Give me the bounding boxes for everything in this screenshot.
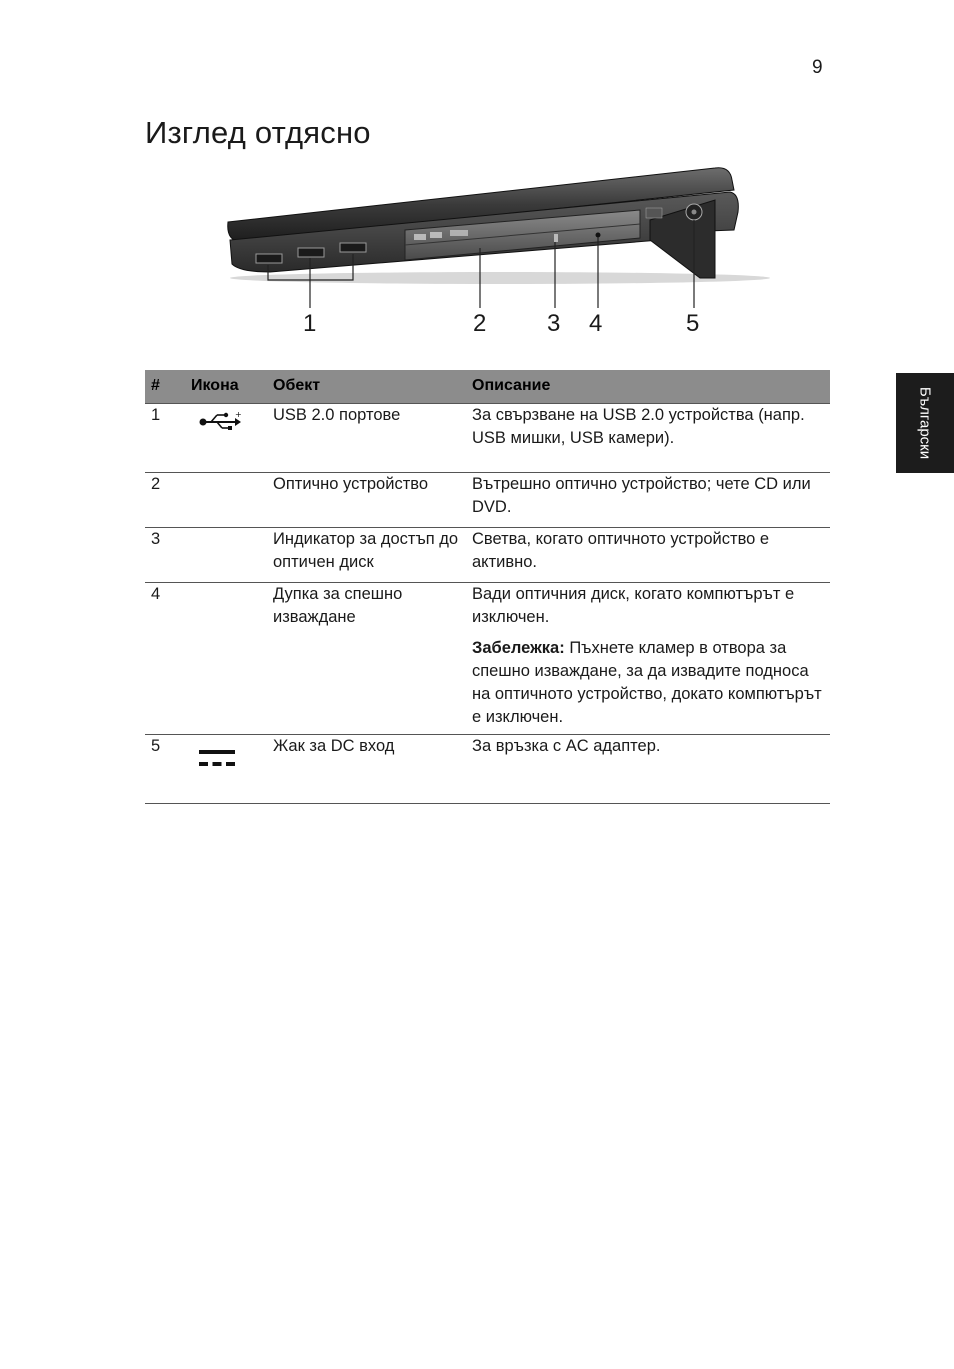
- row-description: За свързване на USB 2.0 устройства (напр. USB мишки, USB камери).: [466, 404, 830, 473]
- page-number: 9: [812, 57, 823, 78]
- row-description: За връзка с AC адаптер.: [466, 735, 830, 804]
- component-table: [145, 370, 830, 804]
- header-description: Описание: [466, 370, 830, 404]
- usb-icon: [197, 410, 243, 434]
- callout-3: 3: [547, 310, 561, 337]
- row-number: 3: [145, 528, 185, 583]
- table-row: [145, 473, 830, 528]
- row-icon-cell: [185, 583, 267, 735]
- callout-5: 5: [686, 310, 700, 337]
- table-row: [145, 404, 830, 473]
- row-icon-cell: [185, 473, 267, 528]
- language-tab: [896, 373, 954, 473]
- table-row: [145, 583, 830, 735]
- row-number: 1: [145, 404, 185, 473]
- row-icon-cell: [185, 735, 267, 804]
- row-item: Жак за DC вход: [267, 735, 466, 804]
- row-description: Светва, когато оптичното устройство е активно.: [466, 528, 830, 583]
- header-number: #: [145, 370, 185, 404]
- callout-2: 2: [473, 310, 487, 337]
- svg-text:+: +: [235, 410, 242, 419]
- note-text: Пъхнете кламер в отвора за спешно изваждане, за да извадите подноса на оптичното устройство, докато компютърът е изключен.: [472, 639, 822, 726]
- row-description-cell: [466, 583, 830, 735]
- header-icon: Икона: [185, 370, 267, 404]
- row-description: Вътрешно оптично устройство; чете CD или DVD.: [466, 473, 830, 528]
- row-number: 4: [145, 583, 185, 735]
- row-item: USB 2.0 портове: [267, 404, 466, 473]
- row-icon-cell: [185, 528, 267, 583]
- row-icon-cell: [185, 404, 267, 473]
- row-number: 2: [145, 473, 185, 528]
- callout-1: 1: [303, 310, 317, 337]
- table-row: [145, 735, 830, 804]
- row-note: [472, 637, 824, 729]
- table-row: [145, 528, 830, 583]
- dc-power-icon: [197, 747, 237, 771]
- row-item: Индикатор за достъп до оптичен диск: [267, 528, 466, 583]
- page-title: Изглед отдясно: [145, 115, 371, 150]
- note-label: Забележка:: [472, 639, 565, 657]
- row-item: Дупка за спешно изваждане: [267, 583, 466, 735]
- row-item: Оптично устройство: [267, 473, 466, 528]
- header-item: Обект: [267, 370, 466, 404]
- callout-4: 4: [589, 310, 603, 337]
- language-tab-label: Български: [916, 386, 934, 460]
- row-number: 5: [145, 735, 185, 804]
- row-description: Вади оптичния диск, когато компютърът е изключен.: [472, 585, 795, 626]
- table-header-row: [145, 370, 830, 404]
